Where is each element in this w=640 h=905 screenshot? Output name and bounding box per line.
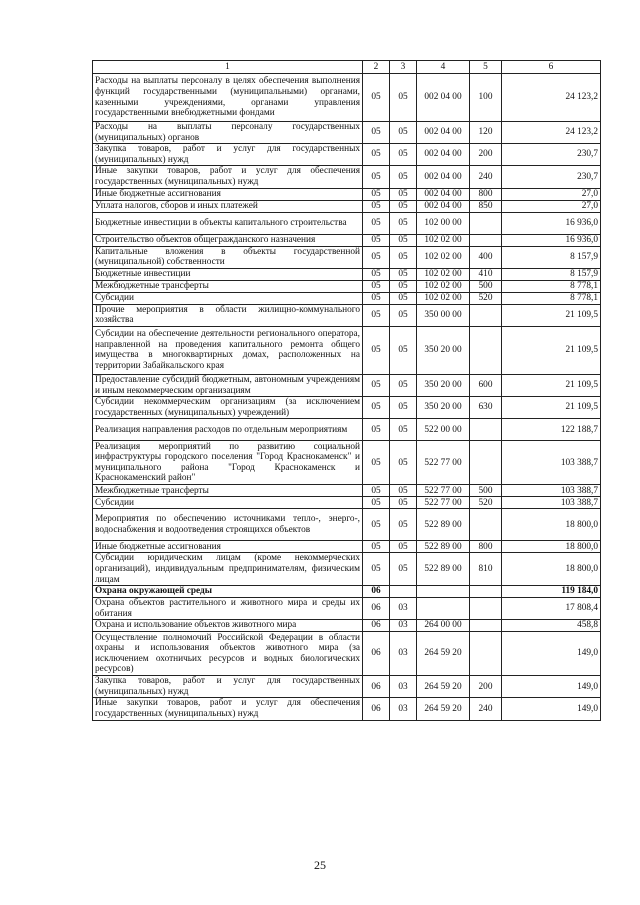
table-row	[93, 200, 601, 212]
row-section: 05	[363, 553, 390, 586]
row-amount: 103 388,7	[502, 497, 601, 509]
row-target-article: 264 00 00	[417, 620, 470, 632]
header-cell-subsection: 3	[390, 61, 417, 74]
row-amount: 458,8	[502, 620, 601, 632]
row-section: 06	[363, 632, 390, 676]
row-target-article: 522 89 00	[417, 553, 470, 586]
row-section: 05	[363, 419, 390, 441]
row-section: 05	[363, 280, 390, 292]
row-name: Субсидии	[93, 292, 363, 304]
row-name: Межбюджетные трансферты	[93, 280, 363, 292]
row-expense-type	[470, 441, 502, 485]
row-section: 05	[363, 212, 390, 234]
row-section: 05	[363, 374, 390, 396]
row-expense-type: 850	[470, 200, 502, 212]
row-amount: 149,0	[502, 632, 601, 676]
row-amount: 149,0	[502, 676, 601, 698]
row-subsection: 05	[390, 200, 417, 212]
row-target-article: 264 59 20	[417, 632, 470, 676]
row-expense-type: 810	[470, 553, 502, 586]
table-row	[93, 676, 601, 698]
row-section: 06	[363, 586, 390, 598]
row-expense-type: 240	[470, 698, 502, 720]
row-subsection: 05	[390, 166, 417, 188]
row-amount: 149,0	[502, 698, 601, 720]
row-subsection: 05	[390, 553, 417, 586]
row-section: 06	[363, 598, 390, 620]
row-target-article: 002 04 00	[417, 200, 470, 212]
header-cell-name: 1	[93, 61, 363, 74]
row-name: Субсидии юридическим лицам (кроме некоммерческих организаций), индивидуальным предпринимателям, физическим лицам	[93, 553, 363, 586]
row-section: 05	[363, 485, 390, 497]
row-name: Закупка товаров, работ и услуг для государственных (муниципальных) нужд	[93, 676, 363, 698]
row-expense-type: 520	[470, 292, 502, 304]
row-subsection: 05	[390, 304, 417, 326]
row-subsection: 05	[390, 397, 417, 419]
row-expense-type: 800	[470, 188, 502, 200]
row-name: Иные бюджетные ассигнования	[93, 188, 363, 200]
table-body	[93, 74, 601, 721]
row-section: 05	[363, 144, 390, 166]
row-target-article: 350 20 00	[417, 326, 470, 374]
row-target-article: 002 04 00	[417, 188, 470, 200]
row-section: 05	[363, 200, 390, 212]
row-expense-type: 200	[470, 144, 502, 166]
row-subsection: 05	[390, 485, 417, 497]
table-row	[93, 304, 601, 326]
row-amount: 122 188,7	[502, 419, 601, 441]
row-name: Субсидии некоммерческим организациям (за исключением государственных (муниципальных) учреждений)	[93, 397, 363, 419]
row-expense-type: 800	[470, 541, 502, 553]
row-subsection: 05	[390, 246, 417, 268]
row-section: 05	[363, 234, 390, 246]
row-amount: 18 800,0	[502, 509, 601, 541]
row-name: Бюджетные инвестиции	[93, 268, 363, 280]
row-target-article: 102 02 00	[417, 280, 470, 292]
header-cell-section: 2	[363, 61, 390, 74]
row-target-article: 002 04 00	[417, 122, 470, 144]
row-subsection: 05	[390, 144, 417, 166]
row-amount: 21 109,5	[502, 374, 601, 396]
row-expense-type	[470, 598, 502, 620]
row-amount: 8 157,9	[502, 268, 601, 280]
page-number: 25	[314, 858, 326, 872]
row-name: Иные бюджетные ассигнования	[93, 541, 363, 553]
row-subsection: 05	[390, 122, 417, 144]
row-name: Охрана и использование объектов животного мира	[93, 620, 363, 632]
table-row	[93, 620, 601, 632]
row-name: Расходы на выплаты персоналу в целях обеспечения выполнения функций государственными (муниципальными) органами, казенными учреждениями, органами управления государственными внебюджетными фондами	[93, 74, 363, 122]
table-row	[93, 246, 601, 268]
row-amount: 119 184,0	[502, 586, 601, 598]
header-row	[93, 61, 601, 74]
table-row	[93, 397, 601, 419]
row-subsection: 03	[390, 598, 417, 620]
table-row	[93, 698, 601, 720]
row-subsection: 05	[390, 497, 417, 509]
row-section: 06	[363, 620, 390, 632]
header-cell-amount: 6	[502, 61, 601, 74]
row-amount: 27,0	[502, 200, 601, 212]
table-row	[93, 497, 601, 509]
table-row	[93, 144, 601, 166]
row-name: Предоставление субсидий бюджетным, автономным учреждениям и иным некоммерческим организациям	[93, 374, 363, 396]
row-expense-type: 100	[470, 74, 502, 122]
row-subsection: 05	[390, 280, 417, 292]
row-expense-type: 520	[470, 497, 502, 509]
row-amount: 17 808,4	[502, 598, 601, 620]
row-name: Иные закупки товаров, работ и услуг для обеспечения государственных (муниципальных) нужд	[93, 698, 363, 720]
row-amount: 230,7	[502, 144, 601, 166]
row-section: 05	[363, 326, 390, 374]
table-row	[93, 326, 601, 374]
row-section: 05	[363, 268, 390, 280]
row-amount: 16 936,0	[502, 212, 601, 234]
row-section: 05	[363, 166, 390, 188]
row-target-article: 102 00 00	[417, 212, 470, 234]
table-row	[93, 586, 601, 598]
row-subsection: 05	[390, 541, 417, 553]
row-name: Межбюджетные трансферты	[93, 485, 363, 497]
row-expense-type: 200	[470, 676, 502, 698]
row-target-article	[417, 586, 470, 598]
row-section: 05	[363, 541, 390, 553]
row-section: 05	[363, 292, 390, 304]
table-row	[93, 268, 601, 280]
row-target-article: 002 04 00	[417, 144, 470, 166]
row-target-article: 522 77 00	[417, 485, 470, 497]
table-row	[93, 74, 601, 122]
row-target-article: 522 77 00	[417, 441, 470, 485]
row-expense-type: 630	[470, 397, 502, 419]
row-target-article: 522 89 00	[417, 541, 470, 553]
row-section: 05	[363, 74, 390, 122]
row-expense-type	[470, 586, 502, 598]
row-amount: 24 123,2	[502, 74, 601, 122]
table-row	[93, 280, 601, 292]
row-expense-type	[470, 304, 502, 326]
row-subsection	[390, 586, 417, 598]
row-target-article: 102 02 00	[417, 234, 470, 246]
row-name: Охрана окружающей среды	[93, 586, 363, 598]
row-subsection: 05	[390, 509, 417, 541]
row-target-article: 264 59 20	[417, 698, 470, 720]
row-name: Реализация мероприятий по развитию социальной инфраструктуры городского поселения "Город Краснокаменск" и муниципального района "Город Краснокаменск и Краснокаменский район"	[93, 441, 363, 485]
table-row	[93, 441, 601, 485]
row-expense-type: 500	[470, 485, 502, 497]
row-subsection: 03	[390, 676, 417, 698]
table-row	[93, 292, 601, 304]
row-expense-type	[470, 212, 502, 234]
row-name: Прочие мероприятия в области жилищно-коммунального хозяйства	[93, 304, 363, 326]
row-target-article: 002 04 00	[417, 166, 470, 188]
row-target-article: 002 04 00	[417, 74, 470, 122]
row-expense-type: 120	[470, 122, 502, 144]
row-expense-type: 240	[470, 166, 502, 188]
row-section: 05	[363, 441, 390, 485]
row-amount: 16 936,0	[502, 234, 601, 246]
table-row	[93, 419, 601, 441]
row-section: 05	[363, 246, 390, 268]
row-amount: 103 388,7	[502, 485, 601, 497]
header-cell-expense-type: 5	[470, 61, 502, 74]
row-amount: 18 800,0	[502, 541, 601, 553]
row-name: Уплата налогов, сборов и иных платежей	[93, 200, 363, 212]
row-amount: 24 123,2	[502, 122, 601, 144]
row-name: Расходы на выплаты персоналу государственных (муниципальных) органов	[93, 122, 363, 144]
row-amount: 21 109,5	[502, 397, 601, 419]
table-row	[93, 509, 601, 541]
row-amount: 21 109,5	[502, 326, 601, 374]
row-section: 05	[363, 509, 390, 541]
row-expense-type	[470, 326, 502, 374]
row-target-article: 350 20 00	[417, 374, 470, 396]
row-subsection: 05	[390, 441, 417, 485]
row-section: 05	[363, 497, 390, 509]
row-name: Бюджетные инвестиции в объекты капитального строительства	[93, 212, 363, 234]
table-row	[93, 374, 601, 396]
row-expense-type	[470, 509, 502, 541]
row-subsection: 03	[390, 620, 417, 632]
table-row	[93, 541, 601, 553]
row-expense-type	[470, 632, 502, 676]
row-amount: 103 388,7	[502, 441, 601, 485]
table-row	[93, 553, 601, 586]
row-target-article: 102 02 00	[417, 268, 470, 280]
row-subsection: 03	[390, 632, 417, 676]
row-expense-type: 500	[470, 280, 502, 292]
row-amount: 18 800,0	[502, 553, 601, 586]
row-subsection: 05	[390, 74, 417, 122]
header-cell-target-article: 4	[417, 61, 470, 74]
table-row	[93, 234, 601, 246]
row-target-article: 350 00 00	[417, 304, 470, 326]
row-target-article: 350 20 00	[417, 397, 470, 419]
row-subsection: 05	[390, 268, 417, 280]
table-row	[93, 166, 601, 188]
row-amount: 8 778,1	[502, 280, 601, 292]
row-section: 05	[363, 188, 390, 200]
row-name: Субсидии	[93, 497, 363, 509]
row-expense-type	[470, 620, 502, 632]
row-name: Осуществление полномочий Российской Федерации в области охраны и использования объектов животного мира (за исключением охотничьих ресурсов и водных биологических ресурсов)	[93, 632, 363, 676]
row-subsection: 05	[390, 374, 417, 396]
row-name: Реализация направления расходов по отдельным мероприятиям	[93, 419, 363, 441]
row-target-article: 522 89 00	[417, 509, 470, 541]
table-row	[93, 598, 601, 620]
row-section: 05	[363, 122, 390, 144]
row-expense-type: 400	[470, 246, 502, 268]
row-subsection: 05	[390, 188, 417, 200]
row-name: Субсидии на обеспечение деятельности регионального оператора, направленной на проведения капитального ремонта общего имущества в многоквартирных домах, расположенных на территории Забайкальского края	[93, 326, 363, 374]
row-section: 05	[363, 304, 390, 326]
row-subsection: 05	[390, 234, 417, 246]
row-expense-type	[470, 234, 502, 246]
row-subsection: 03	[390, 698, 417, 720]
table-row	[93, 485, 601, 497]
budget-table	[92, 60, 601, 721]
row-expense-type	[470, 419, 502, 441]
table-row	[93, 188, 601, 200]
row-name: Закупка товаров, работ и услуг для государственных (муниципальных) нужд	[93, 144, 363, 166]
row-subsection: 05	[390, 292, 417, 304]
row-amount: 8 157,9	[502, 246, 601, 268]
row-target-article: 522 00 00	[417, 419, 470, 441]
row-amount: 21 109,5	[502, 304, 601, 326]
row-expense-type: 600	[470, 374, 502, 396]
row-section: 06	[363, 676, 390, 698]
row-target-article: 264 59 20	[417, 676, 470, 698]
row-name: Капитальные вложения в объекты государственной (муниципальной) собственности	[93, 246, 363, 268]
row-amount: 8 778,1	[502, 292, 601, 304]
row-target-article	[417, 598, 470, 620]
row-expense-type: 410	[470, 268, 502, 280]
row-subsection: 05	[390, 212, 417, 234]
row-section: 05	[363, 397, 390, 419]
row-amount: 230,7	[502, 166, 601, 188]
row-name: Мероприятия по обеспечению источниками тепло-, энерго-, водоснабжения и водоотведения строящихся объектов	[93, 509, 363, 541]
row-target-article: 522 77 00	[417, 497, 470, 509]
row-amount: 27,0	[502, 188, 601, 200]
row-name: Охрана объектов растительного и животного мира и среды их обитания	[93, 598, 363, 620]
row-subsection: 05	[390, 419, 417, 441]
row-target-article: 102 02 00	[417, 246, 470, 268]
row-subsection: 05	[390, 326, 417, 374]
table-row	[93, 632, 601, 676]
row-name: Иные закупки товаров, работ и услуг для обеспечения государственных (муниципальных) нужд	[93, 166, 363, 188]
table-row	[93, 212, 601, 234]
row-section: 06	[363, 698, 390, 720]
row-name: Строительство объектов общегражданского назначения	[93, 234, 363, 246]
row-target-article: 102 02 00	[417, 292, 470, 304]
table-row	[93, 122, 601, 144]
